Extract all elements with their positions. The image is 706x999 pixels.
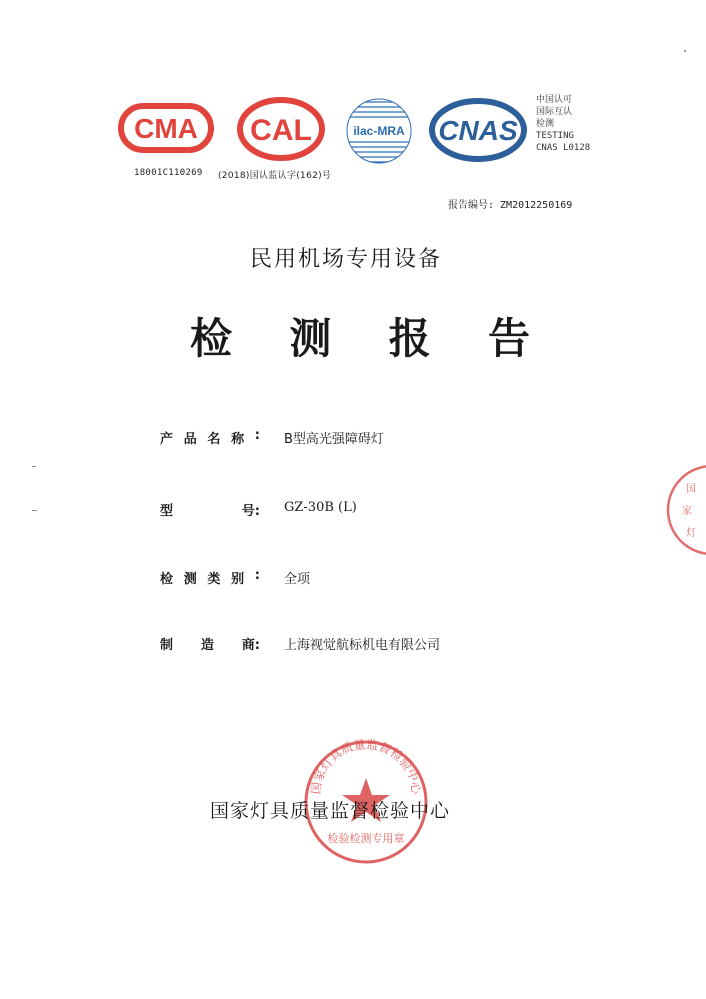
cnas-logo-mark	[428, 98, 528, 162]
field-manufacturer	[160, 634, 580, 654]
margin-mark	[32, 510, 37, 511]
field-product-name	[160, 428, 580, 448]
cnas-side-text	[536, 94, 590, 154]
cal-number: (2018)国认监认字(162)号	[218, 171, 332, 181]
title-char: 告	[487, 314, 530, 363]
cnas-side-line: CNAS L0128	[536, 143, 591, 153]
field-value: B型高光强障碍灯	[284, 432, 384, 447]
svg-text:CNAS: CNAS	[438, 115, 518, 146]
cnas-side-line: 国际互认	[536, 107, 573, 117]
field-label: 产 品 名 称 :	[160, 428, 260, 447]
cnas-logo	[428, 98, 528, 162]
field-label: 型 号:	[160, 504, 260, 519]
cnas-side-line: 中国认可	[536, 95, 573, 105]
field-value: GZ-30B (L)	[284, 500, 357, 515]
svg-text:CMA: CMA	[134, 113, 198, 144]
field-test-category	[160, 568, 580, 588]
svg-text:检验检测专用章: 检验检测专用章	[327, 832, 405, 845]
document-subtitle: 民用机场专用设备	[250, 247, 443, 272]
margin-mark	[32, 466, 36, 467]
field-value: 上海视觉航标机电有限公司	[284, 638, 441, 653]
field-label: 检 测 类 别 :	[160, 568, 260, 587]
ilac-logo	[342, 96, 416, 166]
svg-text:CAL: CAL	[250, 114, 312, 147]
field-label: 制 造 商:	[160, 638, 260, 653]
cma-number: 18001C110269	[134, 168, 203, 178]
margin-mark	[684, 50, 686, 52]
cnas-side-line: 检测	[536, 119, 555, 129]
issuing-organization: 国家灯具质量监督检验中心	[210, 800, 451, 822]
partial-seal-icon	[664, 462, 706, 558]
cma-logo-mark	[118, 100, 214, 156]
report-number: 报告编号: ZM2012250169	[448, 200, 573, 211]
cnas-side-line: TESTING	[536, 131, 574, 141]
cma-logo	[118, 100, 214, 156]
svg-text:ilac-MRA: ilac-MRA	[353, 124, 405, 138]
svg-text:家: 家	[682, 506, 692, 517]
document-title	[190, 306, 530, 366]
title-char: 测	[289, 314, 332, 363]
edge-seal	[664, 462, 706, 558]
cal-logo-mark	[236, 96, 326, 162]
ilac-globe-icon	[342, 96, 416, 166]
cal-logo	[236, 96, 326, 162]
field-model	[160, 500, 580, 520]
svg-text:灯: 灯	[686, 528, 696, 539]
svg-text:国: 国	[686, 484, 696, 495]
svg-text:国家灯具质量监督检验中心: 国家灯具质量监督检验中心	[308, 738, 424, 795]
title-char: 报	[388, 314, 431, 363]
field-value: 全项	[284, 572, 311, 587]
title-char: 检	[190, 314, 233, 363]
